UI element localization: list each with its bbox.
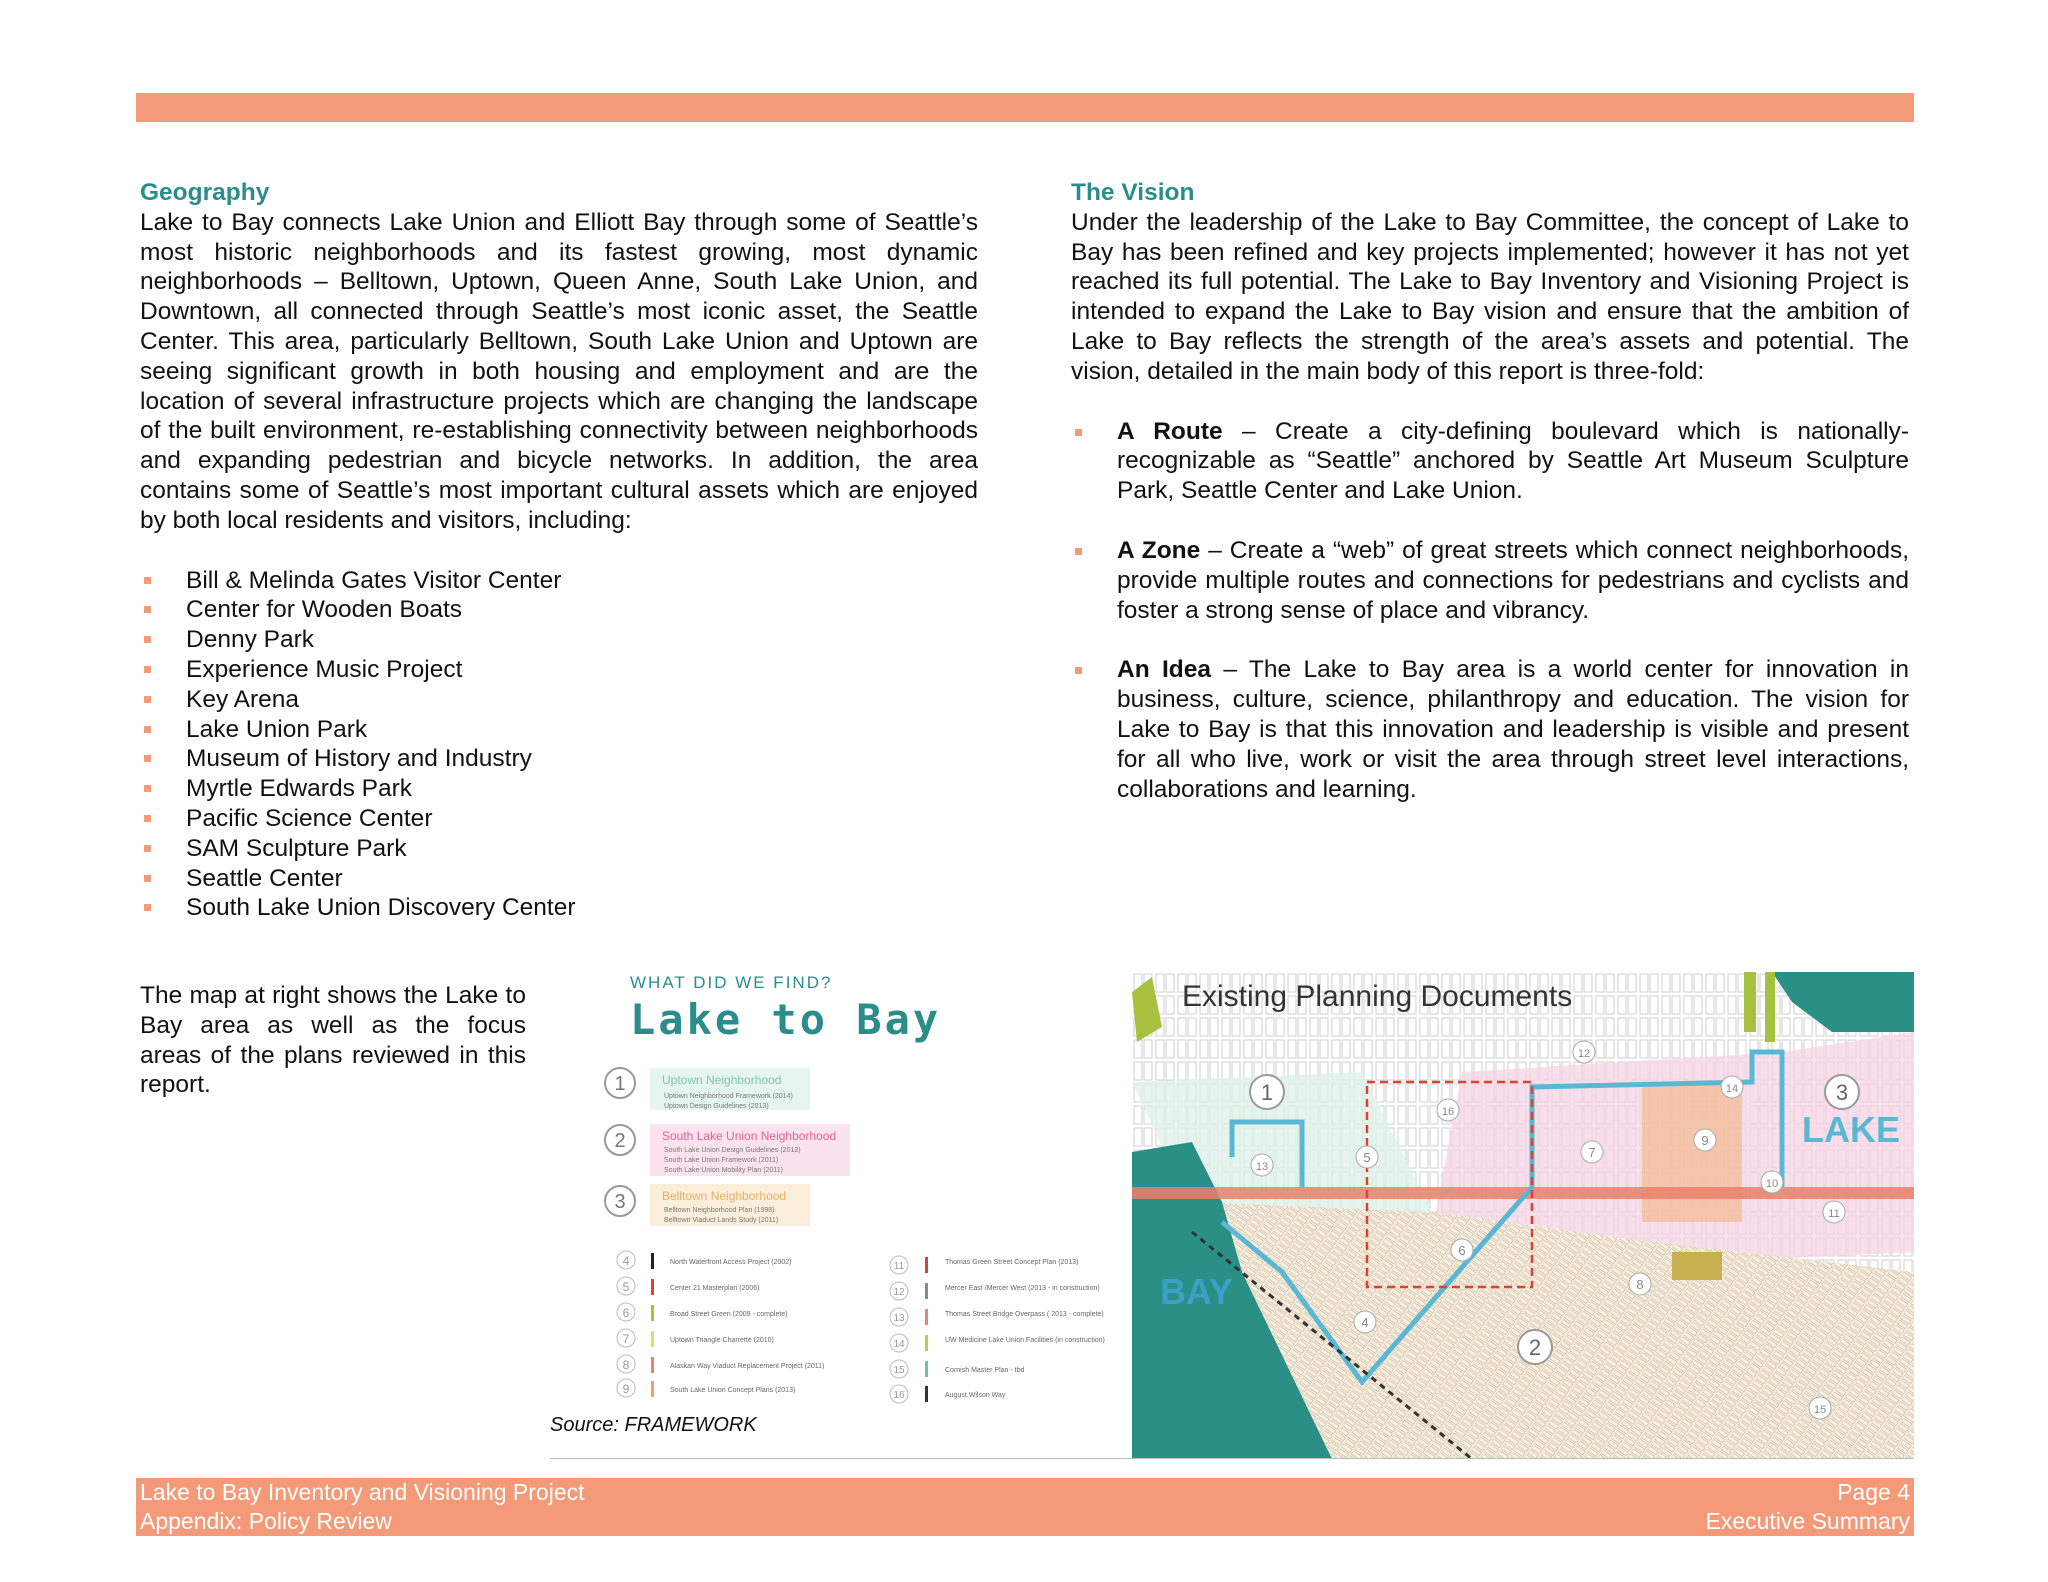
vision-item-route: A Route – Create a city-defining boulevard which is nationally-recognizable as “Seattle” anchored by Seattle Art Museum Sculpture Park, Seattle Center and Lake Union. — [1071, 417, 1909, 506]
neighborhood-name: Belltown Neighborhood — [662, 1189, 787, 1203]
doc-item: South Lake Union Design Guidelines (2012) — [664, 1147, 801, 1154]
footer-project-title: Lake to Bay Inventory and Visioning Project — [140, 1479, 585, 1505]
marker-number: 12 — [893, 1287, 905, 1298]
map-marker-number: 9 — [1701, 1133, 1709, 1148]
footer-left — [140, 1478, 585, 1536]
project-name: Thomas Street Bridge Overpass ( 2013 - complete) — [945, 1311, 1104, 1318]
map-marker-number: 13 — [1255, 1161, 1269, 1173]
project-name: August Wilson Way — [945, 1392, 1006, 1399]
bullet-icon — [1075, 548, 1082, 555]
map-marker-number: 11 — [1828, 1208, 1840, 1220]
swatch — [925, 1361, 928, 1377]
vision-item-zone: A Zone – Create a “web” of great streets which connect neighborhoods, provide multiple routes and connections for pedestrians and cyclists and foster a strong sense of place and vibrancy. — [1071, 536, 1909, 625]
neighborhood-name: Uptown Neighborhood — [662, 1073, 782, 1087]
footer-appendix: Appendix: Policy Review — [140, 1508, 392, 1534]
list-item: Experience Music Project — [140, 655, 978, 685]
map-graphic — [1132, 972, 1914, 1459]
bullet-icon — [144, 875, 151, 882]
swatch — [651, 1357, 654, 1373]
bullet-icon — [144, 696, 151, 703]
page-number: Page 4 — [1837, 1479, 1910, 1505]
swatch — [925, 1257, 928, 1273]
swatch — [651, 1279, 654, 1295]
projects-right — [890, 1256, 1105, 1403]
marker-number: 4 — [622, 1254, 630, 1268]
swatch — [925, 1309, 928, 1325]
marker-number: 3 — [614, 1191, 626, 1213]
marker-number: 7 — [622, 1332, 630, 1346]
map-marker-number: 7 — [1588, 1145, 1596, 1160]
doc-item: Uptown Design Guidelines (2013) — [664, 1103, 769, 1110]
marker-number: 15 — [893, 1365, 905, 1376]
park-green — [1672, 1252, 1722, 1280]
marker-number: 2 — [614, 1130, 626, 1152]
figure-title: Lake to Bay — [630, 995, 942, 1044]
list-item: Key Arena — [140, 685, 978, 715]
doc-item: South Lake Union Framework (2011) — [664, 1157, 779, 1164]
project-name: Broad Street Green (2009 - complete) — [670, 1311, 788, 1318]
swatch — [925, 1335, 928, 1351]
doc-item: Uptown Neighborhood Framework (2014) — [664, 1093, 793, 1100]
bullet-icon — [144, 815, 151, 822]
marker-number: 1 — [614, 1073, 626, 1095]
list-item: Lake Union Park — [140, 715, 978, 745]
project-name: Alaskan Way Viaduct Replacement Project (2011) — [670, 1363, 825, 1370]
map-note: The map at right shows the Lake to Bay area as well as the focus areas of the plans reviewed in this report. — [140, 982, 526, 1099]
list-item: Bill & Melinda Gates Visitor Center — [140, 566, 978, 596]
projects-left — [617, 1251, 824, 1397]
slu-concept-plans-area — [1642, 1082, 1742, 1222]
marker-number: 8 — [622, 1358, 630, 1372]
vision-section — [1071, 178, 1909, 804]
map-marker-number: 8 — [1636, 1277, 1644, 1292]
doc-item: South Lake Union Mobility Plan (2011) — [664, 1167, 783, 1174]
map-marker-number: 6 — [1458, 1243, 1466, 1258]
map-marker-number: 15 — [1813, 1404, 1827, 1416]
planning-map — [1132, 972, 1914, 1459]
neighborhood-name: South Lake Union Neighborhood — [662, 1129, 837, 1143]
figure-source: Source: FRAMEWORK — [550, 1414, 757, 1436]
project-name: Mercer East /Mercer West (2013 - in construction) — [945, 1285, 1100, 1292]
list-item: South Lake Union Discovery Center — [140, 893, 978, 923]
map-title: Existing Planning Documents — [1182, 980, 1573, 1013]
figure-kicker: WHAT DID WE FIND? — [630, 973, 833, 992]
marker-number: 13 — [893, 1313, 905, 1324]
project-name: Center 21 Masterplan (2006) — [670, 1285, 760, 1292]
map-marker-number: 1 — [1260, 1080, 1274, 1105]
bullet-icon — [144, 755, 151, 762]
map-marker-number: 5 — [1363, 1150, 1371, 1165]
figure-rule — [550, 1458, 1914, 1459]
list-item: Center for Wooden Boats — [140, 595, 978, 625]
vision-paragraph: Under the leadership of the Lake to Bay Committee, the concept of Lake to Bay has been refined and key projects implemented; however it has not yet reached its full potential. The Lake to Bay Inventory and Visioning Project is intended to expand the Lake to Bay vision and ensure that the ambition of Lake to Bay reflects the strength of the area’s assets and potential. The vision, detailed in the main body of this report is three-fold: — [1071, 208, 1909, 385]
vision-heading: The Vision — [1071, 179, 1195, 206]
vision-item-idea: An Idea – The Lake to Bay area is a world center for innovation in business, culture, science, philanthropy and education. The vision for Lake to Bay is that this innovation and leadership is visible and present for all who live, work or visit the area through street level interactions, collaborations and learning. — [1071, 655, 1909, 804]
project-name: South Lake Union Concept Plans (2013) — [670, 1387, 796, 1394]
bullet-icon — [144, 845, 151, 852]
marker-number: 14 — [893, 1339, 905, 1350]
map-label-lake: LAKE — [1802, 1109, 1900, 1150]
map-marker-number: 2 — [1528, 1335, 1542, 1360]
swatch — [651, 1381, 654, 1397]
doc-item: Belltown Viaduct Lands Study (2011) — [664, 1217, 779, 1224]
map-marker-number: 16 — [1441, 1106, 1455, 1118]
list-item: Denny Park — [140, 625, 978, 655]
list-item: Museum of History and Industry — [140, 744, 978, 774]
swatch — [651, 1331, 654, 1347]
swatch — [651, 1253, 654, 1269]
list-item: Seattle Center — [140, 864, 978, 894]
map-marker-number: 4 — [1361, 1315, 1369, 1330]
swatch — [925, 1283, 928, 1299]
figure-legend — [550, 968, 1132, 1408]
doc-item: Belltown Neighborhood Plan (1998) — [664, 1207, 775, 1214]
geography-section — [140, 178, 978, 923]
project-name: Thomas Green Street Concept Plan (2013) — [945, 1259, 1079, 1266]
list-item: Myrtle Edwards Park — [140, 774, 978, 804]
footer-section: Executive Summary — [1705, 1508, 1910, 1534]
geography-paragraph: Lake to Bay connects Lake Union and Elliott Bay through some of Seattle’s most historic neighborhoods and its fastest growing, most dynamic neighborhoods – Belltown, Uptown, Queen Anne, South Lake Union, and Downtown, all connected through Seattle’s most iconic asset, the Seattle Center. This area, particularly Belltown, South Lake Union and Uptown are seeing significant growth in both housing and employment and are the location of several infrastructure projects which are changing the landscape of the built environment, re-establishing connectivity between neighborhoods and expanding pedestrian and bicycle networks. In addition, the area contains some of Seattle’s most important cultural assets which are enjoyed by both local residents and visitors, including: — [140, 208, 978, 534]
bullet-icon — [144, 726, 151, 733]
bullet-icon — [144, 666, 151, 673]
bullet-icon — [144, 577, 151, 584]
project-name: UW Medicine Lake Union Facilities (in construction) — [945, 1337, 1105, 1344]
footer-bar — [136, 1478, 1914, 1536]
marker-number: 11 — [893, 1261, 905, 1272]
list-item: SAM Sculpture Park — [140, 834, 978, 864]
bullet-icon — [144, 636, 151, 643]
marker-number: 6 — [622, 1306, 630, 1320]
map-marker-number: 3 — [1835, 1080, 1849, 1105]
marker-number: 5 — [622, 1280, 630, 1294]
map-marker-number: 12 — [1577, 1048, 1591, 1060]
park-green — [1744, 972, 1756, 1032]
cultural-assets-list — [140, 566, 978, 924]
project-name: Cornish Master Plan - tbd — [945, 1367, 1025, 1374]
bullet-icon — [144, 904, 151, 911]
project-name: North Waterfront Access Project (2002) — [670, 1259, 792, 1266]
geography-heading: Geography — [140, 179, 270, 206]
project-name: Uptown Triangle Charrette (2010) — [670, 1337, 774, 1344]
swatch — [651, 1305, 654, 1321]
map-marker-number: 10 — [1765, 1178, 1779, 1190]
vision-list — [1071, 417, 1909, 805]
park-green — [1765, 972, 1775, 1042]
bullet-icon — [1075, 667, 1082, 674]
header-bar — [136, 93, 1914, 122]
bullet-icon — [144, 606, 151, 613]
bullet-icon — [144, 785, 151, 792]
swatch — [925, 1386, 928, 1402]
legend-graphic — [550, 968, 1132, 1408]
marker-number: 16 — [893, 1390, 905, 1401]
list-item: Pacific Science Center — [140, 804, 978, 834]
marker-number: 9 — [622, 1382, 630, 1396]
footer-right — [1705, 1478, 1910, 1536]
map-marker-number: 14 — [1725, 1083, 1739, 1095]
map-label-bay: BAY — [1160, 1271, 1233, 1312]
bullet-icon — [1075, 429, 1082, 436]
